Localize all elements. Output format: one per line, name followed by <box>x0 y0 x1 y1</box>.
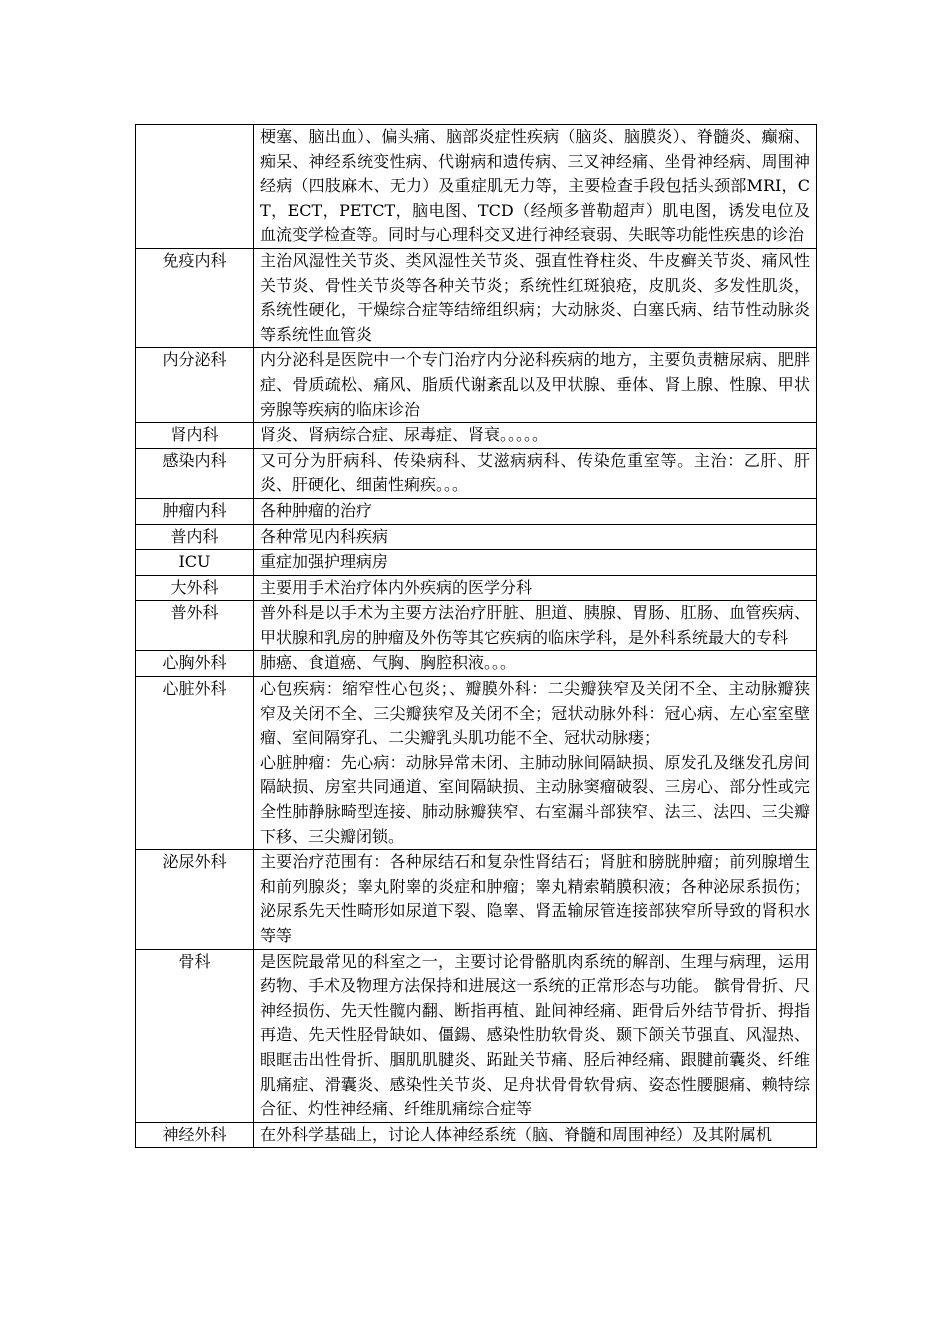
description-paragraph: 各种常见内科疾病 <box>260 526 389 546</box>
department-name: 肿瘤内科 <box>136 498 254 524</box>
department-description <box>254 125 817 249</box>
department-name: 心脏外科 <box>136 677 254 850</box>
department-description <box>254 677 817 850</box>
description-paragraph: 是医院最常见的科室之一，主要讨论骨骼肌肉系统的解剖、生理与病理，运用药物、手术及物理方法保持和进展这一系统的正常形态与功能。 髌骨骨折、尺神经损伤、先天性髋内翻、断指再植、趾间神经痛、距骨后外结节骨折、拇指再造、先天性胫骨缺如、僵鍚、感染性肋软骨炎、颞下颌关节强直、风湿热、眼眶击出性骨折、腘肌肌腱炎、跖趾关节痛、胫后神经痛、跟腱前囊炎、纤维肌痛症、滑囊炎、感染性关节炎、足舟状骨骨软骨病、姿态性腰腿痛、赖特综合征、灼性神经痛、纤维肌痛综合症等 <box>260 951 810 1119</box>
department-description <box>254 348 817 423</box>
description-paragraph: 在外科学基础上，讨论人体神经系统（脑、脊髓和周围神经）及其附属机 <box>260 1124 773 1144</box>
department-description <box>254 498 817 524</box>
department-name: 肾内科 <box>136 423 254 449</box>
department-name: 普外科 <box>136 601 254 651</box>
table-row <box>136 949 817 1122</box>
table-row <box>136 524 817 550</box>
department-description <box>254 248 817 347</box>
department-description <box>254 448 817 498</box>
table-row <box>136 1122 817 1148</box>
department-description <box>254 601 817 651</box>
table-row <box>136 850 817 949</box>
table-row <box>136 125 817 249</box>
department-description <box>254 524 817 550</box>
department-table <box>135 124 817 1148</box>
description-paragraph: 肾炎、肾病综合症、尿毒症、肾衰。。。。。 <box>260 425 549 445</box>
department-name: 免疫内科 <box>136 248 254 347</box>
table-row <box>136 651 817 677</box>
department-name: 神经外科 <box>136 1122 254 1148</box>
table-row <box>136 498 817 524</box>
description-paragraph: 又可分为肝病科、传染病科、艾滋病病科、传染危重室等。主治：乙肝、肝炎、肝硬化、细菌性痢疾。。。 <box>260 450 810 495</box>
description-paragraph: 普外科是以手术为主要方法治疗肝脏、胆道、胰腺、胃肠、肛肠、血管疾病、甲状腺和乳房的肿瘤及外伤等其它疾病的临床学科，是外科系统最大的专科 <box>260 603 810 647</box>
description-paragraph: 重症加强护理病房 <box>260 552 389 572</box>
department-name: 泌尿外科 <box>136 850 254 949</box>
table-row <box>136 448 817 498</box>
description-paragraph: 主要用手术治疗体内外疾病的医学分科 <box>260 577 533 597</box>
table-row <box>136 248 817 347</box>
department-description <box>254 575 817 601</box>
department-description <box>254 550 817 576</box>
table-row <box>136 575 817 601</box>
table-row <box>136 423 817 449</box>
description-paragraph: 各种肿瘤的治疗 <box>260 500 373 520</box>
department-name <box>136 125 254 249</box>
description-paragraph: 肺癌、食道癌、气胸、胸腔积液。。。 <box>260 653 517 673</box>
department-name: 心胸外科 <box>136 651 254 677</box>
department-description <box>254 850 817 949</box>
department-description <box>254 949 817 1122</box>
description-paragraph: 内分泌科是医院中一个专门治疗内分泌科疾病的地方，主要负责糖尿病、肥胖症、骨质疏松、痛风、脂质代谢紊乱以及甲状腺、垂体、肾上腺、性腺、甲状旁腺等疾病的临床诊治 <box>260 350 810 419</box>
table-row <box>136 348 817 423</box>
department-name: 大外科 <box>136 575 254 601</box>
department-description <box>254 423 817 449</box>
department-name: ICU <box>136 550 254 576</box>
department-name: 普内科 <box>136 524 254 550</box>
department-name: 内分泌科 <box>136 348 254 423</box>
department-description <box>254 1122 817 1148</box>
department-description <box>254 651 817 677</box>
description-paragraph: 主治风湿性关节炎、类风湿性关节炎、强直性脊柱炎、牛皮癣关节炎、痛风性关节炎、骨性关节炎等各种关节炎；系统性红斑狼疮，皮肌炎、多发性肌炎，系统性硬化，干燥综合症等结缔组织病；大动脉炎、白塞氏病、结节性动脉炎等系统性血管炎 <box>260 250 810 344</box>
department-table-body <box>136 125 817 1148</box>
table-row <box>136 677 817 850</box>
description-paragraph: 主要治疗范围有：各种尿结石和复杂性肾结石；肾脏和膀胱肿瘤；前列腺增生和前列腺炎；睾丸附睾的炎症和肿瘤；睾丸精索鞘膜积液；各种泌尿系损伤；泌尿系先天性畸形如尿道下裂、隐睾、肾盂输尿管连接部狭窄所导致的肾积水等等 <box>260 852 810 945</box>
department-name: 感染内科 <box>136 448 254 498</box>
description-paragraph: 梗塞、脑出血）、偏头痛、脑部炎症性疾病（脑炎、脑膜炎）、脊髓炎、癫痫、痴呆、神经系统变性病、代谢病和遗传病、三叉神经痛、坐骨神经病、周围神经病（四肢麻木、无力）及重症肌无力等，主要检查手段包括头颈部MRI，CT，ECT，PETCT，脑电图、TCD（经颅多普勒超声）肌电图，诱发电位及血流变学检查等。同时与心理科交叉进行神经衰弱、失眠等功能性疾患的诊治 <box>260 127 810 245</box>
table-row <box>136 601 817 651</box>
description-paragraph: 心脏肿瘤：先心病：动脉异常未闭、主肺动脉间隔缺损、原发孔及继发孔房间隔缺损、房室共同通道、室间隔缺损、主动脉窦瘤破裂、三房心、部分性或完全性肺静脉畸型连接、肺动脉瓣狭窄、右室漏斗部狭窄、法三、法四、三尖瓣下移、三尖瓣闭锁。 <box>260 752 810 846</box>
table-row <box>136 550 817 576</box>
department-name: 骨科 <box>136 949 254 1122</box>
description-paragraph: 心包疾病：缩窄性心包炎；、瓣膜外科：二尖瓣狭窄及关闭不全、主动脉瓣狭窄及关闭不全、三尖瓣狭窄及关闭不全；冠状动脉外科：冠心病、左心室室壁瘤、室间隔穿孔、二尖瓣乳头肌功能不全、冠状动脉瘘； <box>260 679 810 748</box>
